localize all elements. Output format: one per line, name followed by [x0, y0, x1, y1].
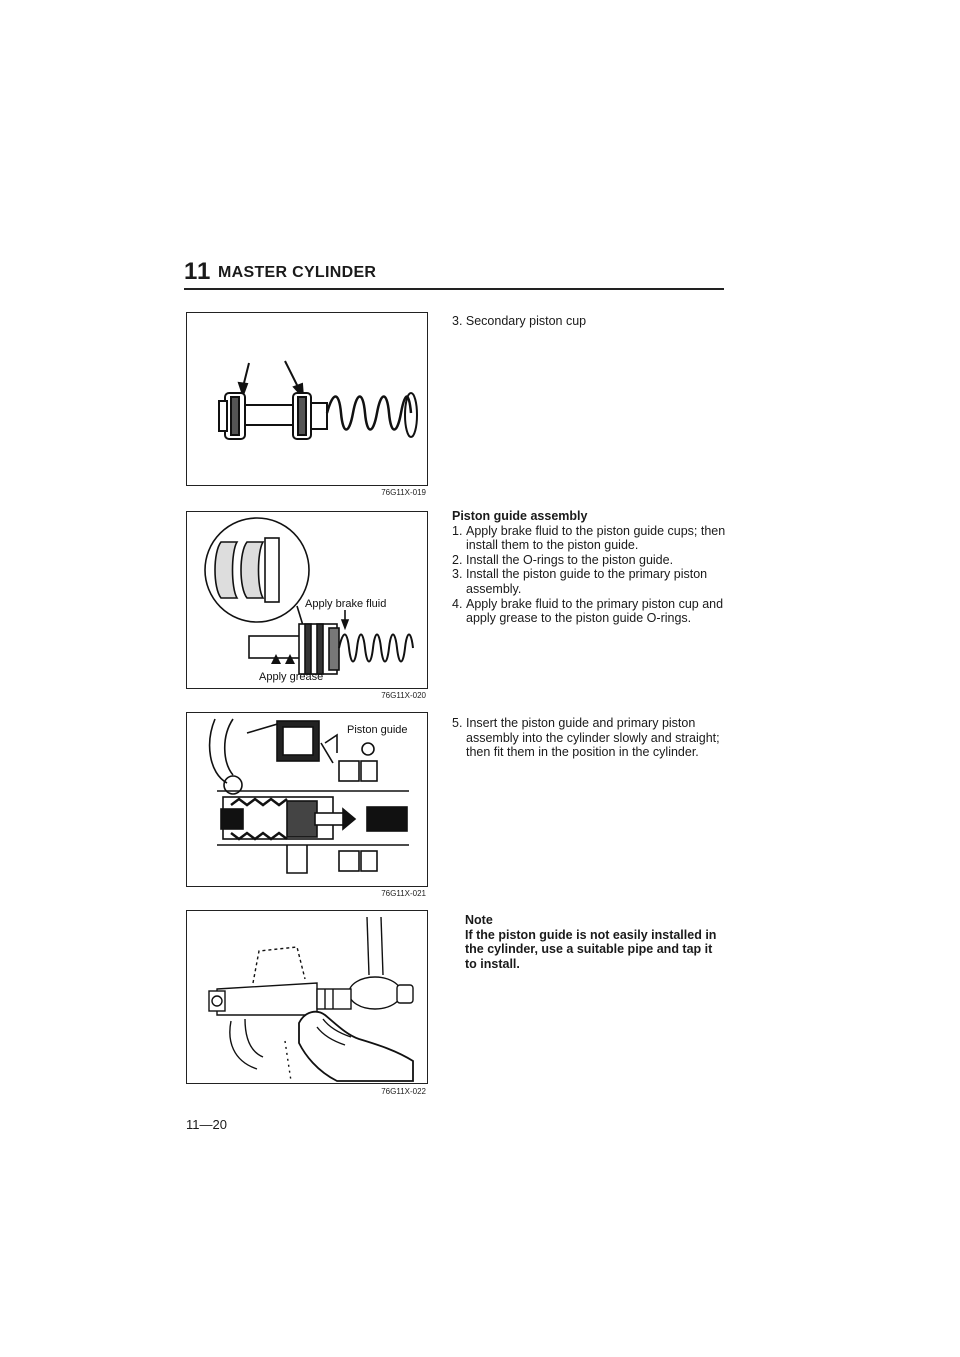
- figure-code: 76G11X-020: [381, 691, 426, 700]
- step-secondary-piston-cup: 3. Secondary piston cup: [452, 314, 587, 328]
- step-item: 1. Apply brake fluid to the piston guide cups; then install them to the piston guide.: [452, 523, 726, 553]
- label-apply-brake-fluid: Apply brake fluid: [305, 598, 387, 610]
- page-header: [184, 258, 724, 288]
- text-insert-piston-guide: [452, 716, 727, 760]
- note-heading: Note: [465, 913, 493, 927]
- figure-code: 76G11X-022: [381, 1087, 426, 1096]
- figure-code: 76G11X-021: [381, 889, 426, 898]
- section-number: 11: [184, 258, 212, 285]
- header-rule: [184, 288, 724, 290]
- label-apply-grease: Apply grease: [259, 671, 324, 683]
- figure-piston-guide-cups: [186, 511, 428, 689]
- figure-cylinder-section: [186, 712, 428, 887]
- section-heading: Piston guide assembly: [452, 509, 588, 523]
- text-secondary-piston-cup: [452, 314, 727, 329]
- tap-install-illustration: [187, 911, 427, 1083]
- figure-code: 76G11X-019: [381, 488, 426, 497]
- secondary-piston-illustration: [187, 313, 427, 485]
- page-number: 11—20: [186, 1117, 227, 1132]
- label-piston-guide: Piston guide: [347, 724, 408, 736]
- figure-tap-install: [186, 910, 428, 1084]
- step-item: 3. Install the piston guide to the primary piston assembly.: [452, 567, 708, 596]
- note-block: [465, 913, 727, 971]
- text-piston-guide-assembly: [452, 509, 727, 626]
- figure-secondary-piston: [186, 312, 428, 486]
- section-title: MASTER CYLINDER: [218, 264, 377, 281]
- note-text: If the piston guide is not easily installed in the cylinder, use a suitable pipe and tap it to install.: [465, 927, 717, 971]
- steps-list: [452, 524, 727, 626]
- step-item: 4. Apply brake fluid to the primary piston cup and apply grease to the piston guide O-rings.: [452, 596, 724, 626]
- step-item: 5. Insert the piston guide and primary piston assembly into the cylinder slowly and straight; then fit them in the position in the cylinder.: [452, 716, 720, 760]
- step-item: 2. Install the O-rings to the piston guide.: [452, 552, 674, 567]
- piston-guide-cups-illustration: [187, 512, 427, 688]
- cylinder-section-illustration: [187, 713, 427, 886]
